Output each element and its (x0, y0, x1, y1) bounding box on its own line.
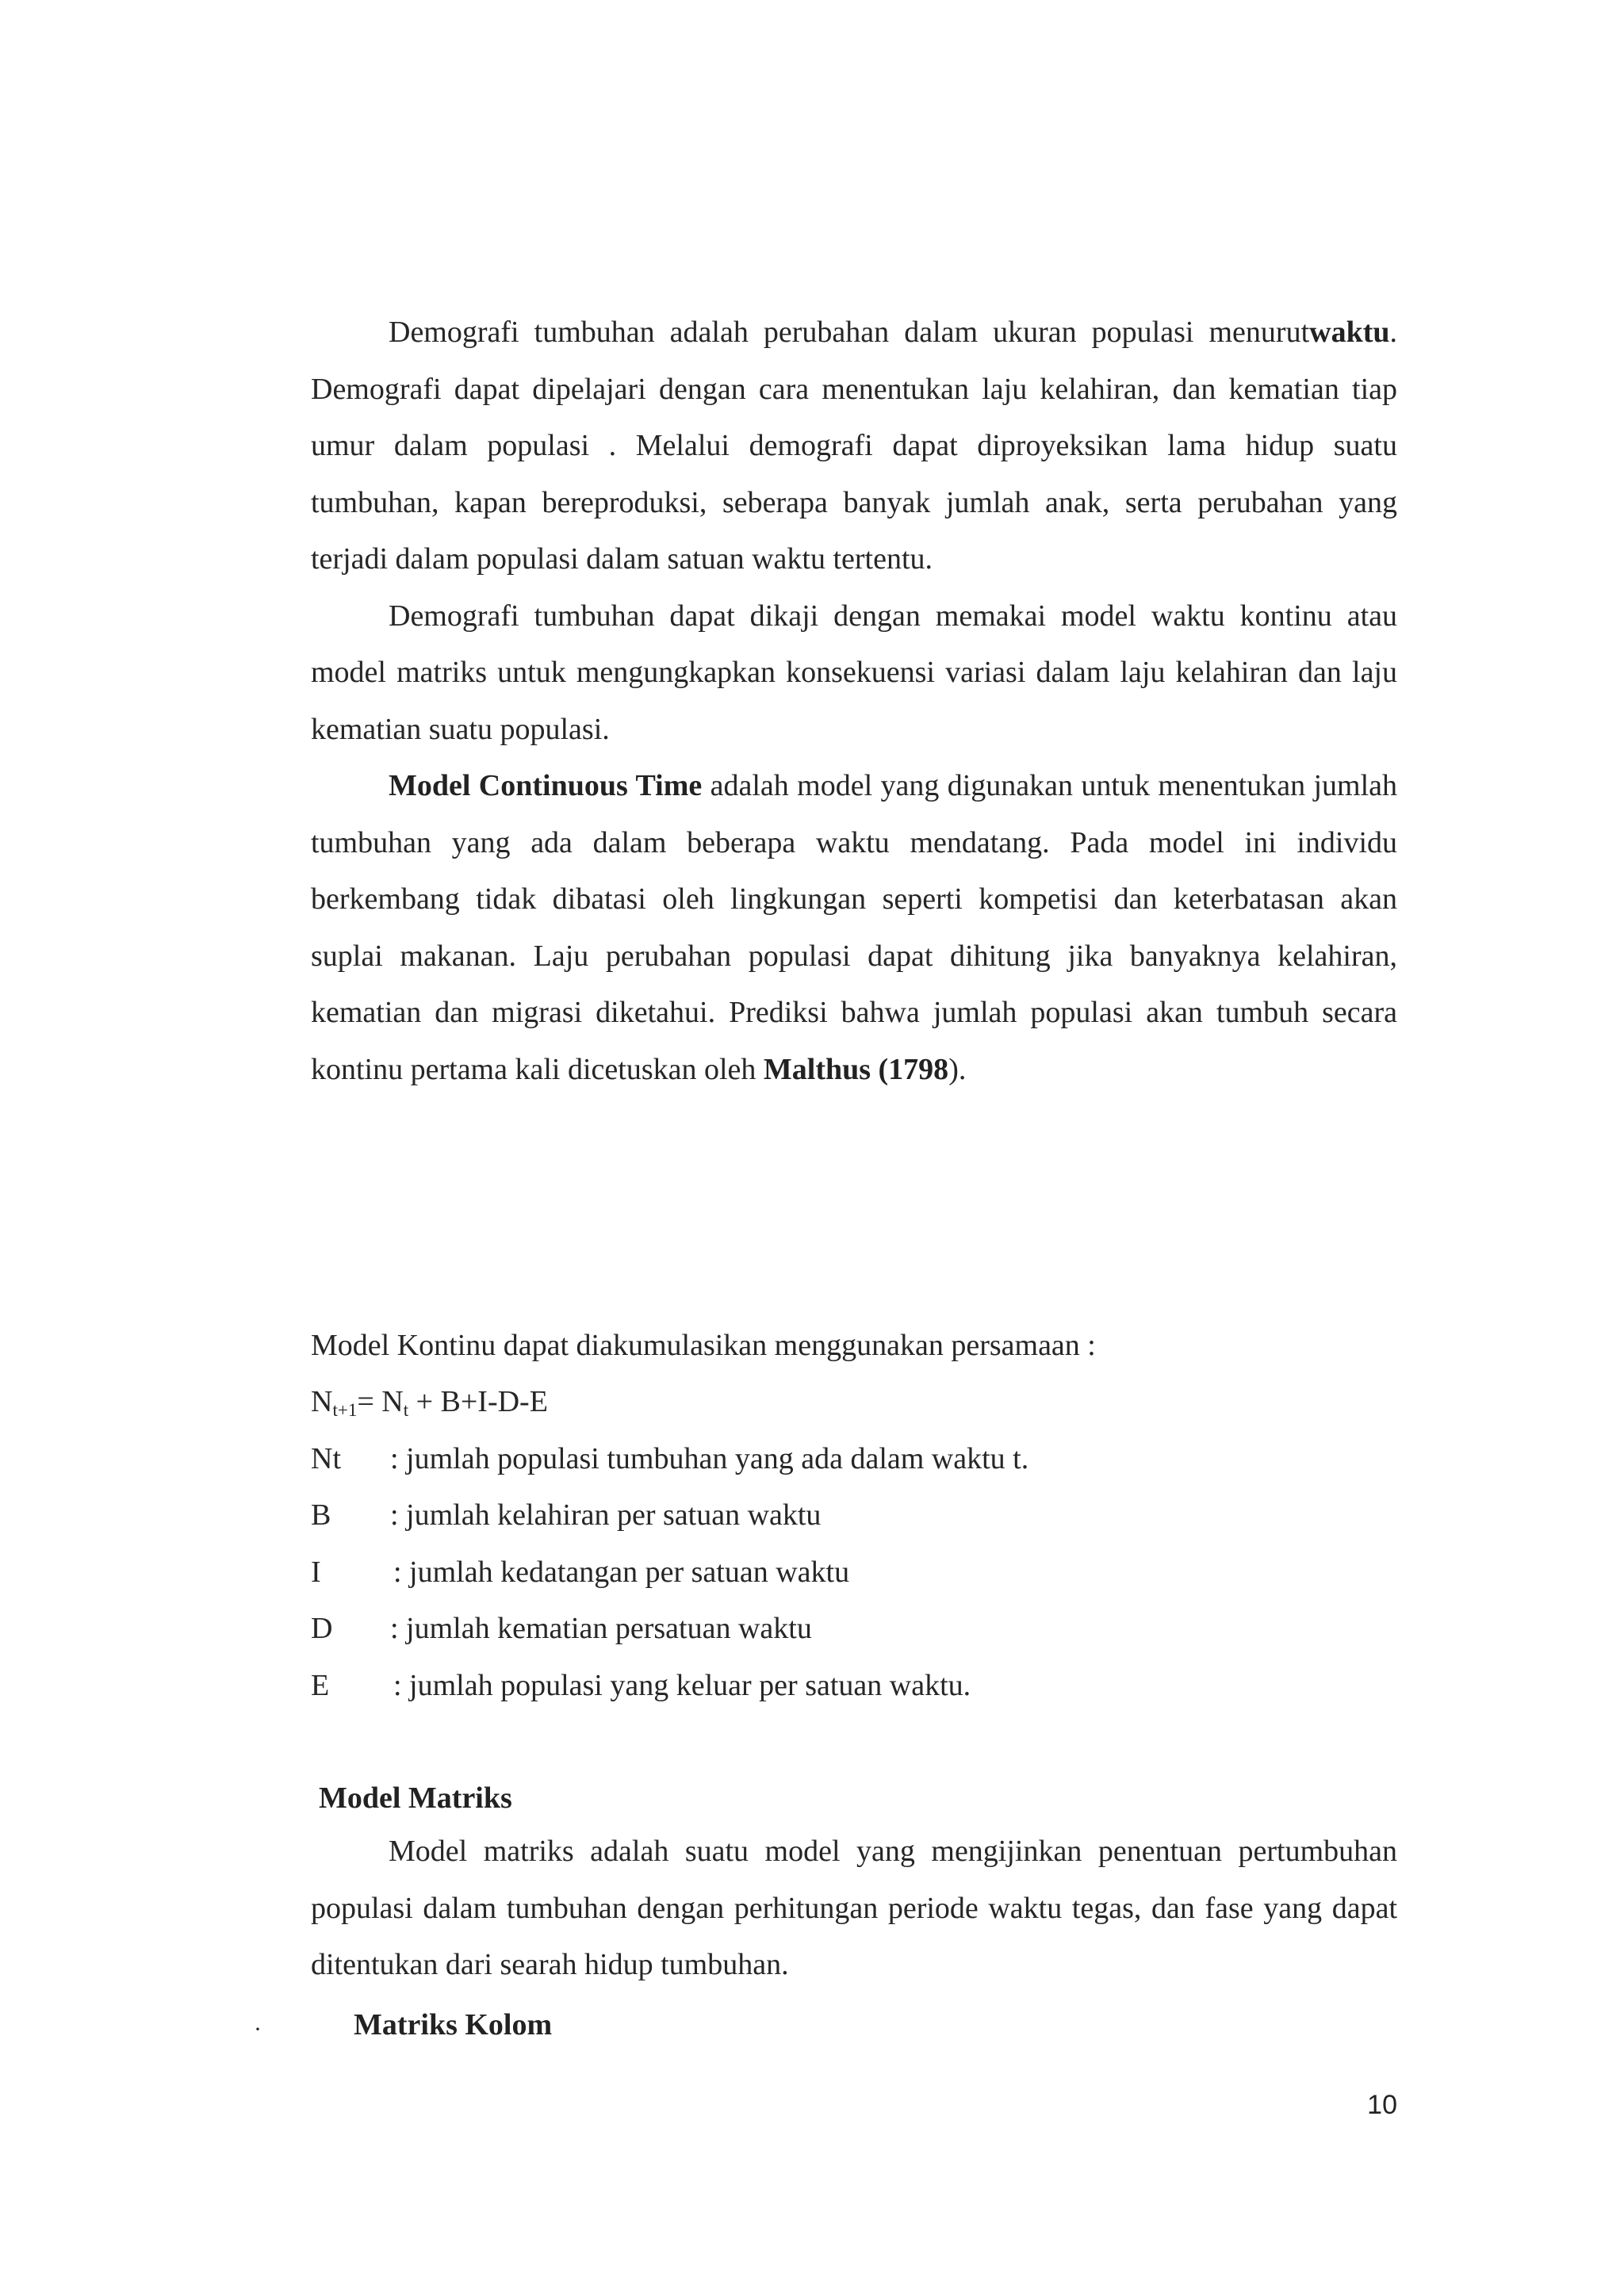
definition-text: : jumlah kematian persatuan waktu (390, 1612, 812, 1645)
p3-year: (1798 (878, 1052, 949, 1086)
paragraph-model-matriks: Model matriks adalah suatu model yang mengijinkan penentuan pertumbuhan populasi dalam tumbuhan dengan perhitungan periode waktu tegas, dan fase yang dapat ditentukan dari searah hidup tumbuhan. (311, 1835, 1397, 1981)
page-number: 10 (1367, 2090, 1397, 2120)
p3-bold-term: Model Continuous Time (389, 769, 703, 802)
definition-text: : jumlah kelahiran per satuan waktu (390, 1498, 822, 1532)
population-equation (311, 1382, 548, 1430)
eq-equals-n: = N (357, 1385, 404, 1418)
p3-end: ). (948, 1052, 967, 1086)
definition-row (311, 1495, 821, 1535)
definition-symbol: I (311, 1556, 321, 1589)
definition-row (311, 1439, 1028, 1479)
definition-row (311, 1552, 849, 1592)
p1-text: Demografi tumbuhan adalah perubahan dalam ukuran populasi menurut (389, 316, 1310, 349)
body-text (311, 304, 1397, 1098)
definition-symbol: B (311, 1498, 331, 1532)
definition-text: : jumlah populasi yang keluar per satuan waktu. (393, 1669, 971, 1702)
p3-text: adalah model yang digunakan untuk menentukan jumlah tumbuhan yang ada dalam beberapa waktu mendatang. Pada model ini individu berkembang tidak dibatasi oleh lingkungan seperti kompetisi dan keterbatasan akan suplai makanan. Laju perubahan populasi dapat dihitung jika banyaknya kelahiran, kematian dan migrasi diketahui. Prediksi bahwa jumlah populasi akan tumbuh secara kontinu pertama kali dicetuskan oleh (311, 769, 1397, 1086)
matrix-text-block (311, 1823, 1397, 1994)
formula-intro: Model Kontinu dapat diakumulasikan menggunakan persamaan : (311, 1329, 1096, 1362)
section-heading-model-matriks: Model Matriks (319, 1781, 512, 1815)
bullet-dot: · (254, 2016, 262, 2042)
paragraph-demografi-intro (311, 304, 1397, 588)
definition-text: : jumlah populasi tumbuhan yang ada dalam waktu t. (390, 1442, 1029, 1475)
p3-author: Malthus (763, 1052, 871, 1086)
definition-symbol: Nt (311, 1442, 341, 1475)
p1-bold-term: waktu (1309, 316, 1390, 349)
definition-symbol: D (311, 1612, 333, 1645)
eq-rest: + B+I-D-E (408, 1385, 548, 1418)
definition-row (311, 1609, 812, 1648)
eq-sub-t1: t+1 (332, 1400, 358, 1420)
paragraph-continuous-time (311, 758, 1397, 1098)
definition-text: : jumlah kedatangan per satuan waktu (393, 1556, 850, 1589)
paragraph-demografi-models: Demografi tumbuhan dapat dikaji dengan memakai model waktu kontinu atau model matriks untuk mengungkapkan konsekuensi variasi dalam laju kelahiran dan laju kematian suatu populasi. (311, 599, 1397, 746)
subheading-matriks-kolom: Matriks Kolom (354, 2008, 553, 2042)
eq-n: N (311, 1385, 333, 1418)
p1-text-rest: . Demografi dapat dipelajari dengan cara menentukan laju kelahiran, dan kematian tiap umur dalam populasi . Melalui demografi dapat diproyeksikan lama hidup suatu tumbuhan, kapan bereproduksi, seberapa banyak jumlah anak, serta perubahan yang terjadi dalam populasi dalam satuan waktu tertentu. (311, 316, 1397, 576)
definition-symbol: E (311, 1669, 330, 1702)
definition-row (311, 1666, 971, 1705)
eq-sub-t: t (403, 1400, 409, 1420)
